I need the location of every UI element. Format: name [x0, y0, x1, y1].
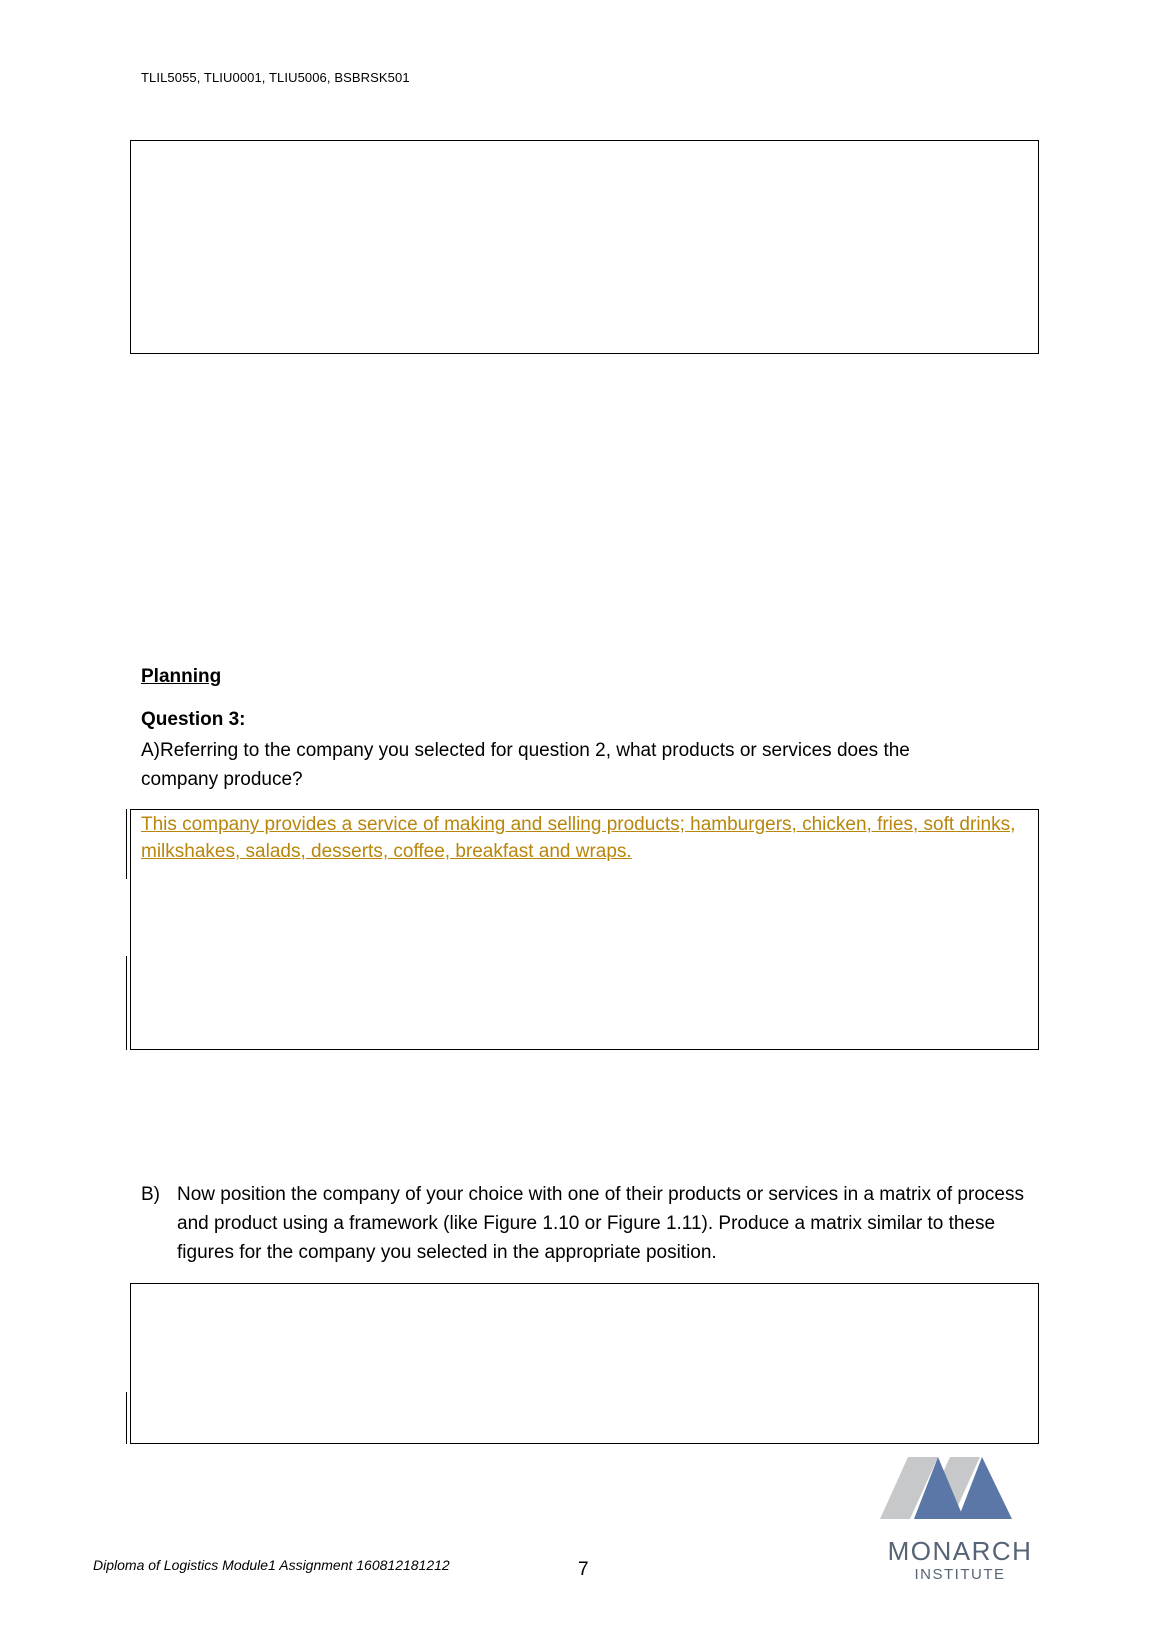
revision-bar [126, 809, 127, 879]
monarch-logo-mark-icon [880, 1455, 1040, 1527]
page-number: 7 [578, 1559, 589, 1580]
section-title: Planning [141, 666, 222, 687]
question-3b [141, 1180, 1031, 1267]
question-3a-answer[interactable]: This company provides a service of making and selling products; hamburgers, chicken, fries, soft drinks, milkshakes, salads, desserts, coffee, breakfast and wraps. [141, 814, 1016, 862]
answer-box-question-2[interactable] [130, 140, 1039, 354]
logo-name: MONARCH [887, 1536, 1033, 1566]
question-3a-text: A)Referring to the company you selected for question 2, what products or services does the company produce? [141, 740, 910, 790]
footer-document-title: Diploma of Logistics Module1 Assignment 160812181212 [93, 1557, 450, 1573]
logo-subtitle: INSTITUTE [914, 1566, 1006, 1583]
monarch-logo [880, 1455, 1040, 1585]
unit-codes-header: TLIL5055, TLIU0001, TLIU5006, BSBRSK501 [141, 70, 410, 85]
question-3b-text: Now position the company of your choice with one of their products or services in a matrix of process and product using a framework (like Figure 1.10 or Figure 1.11). Produce a matrix similar to these figures for the company you selected in the appropriate position. [177, 1184, 1024, 1263]
question-3-label: Question 3: [141, 709, 246, 730]
answer-box-question-3b[interactable] [130, 1283, 1039, 1444]
revision-bar [126, 1392, 127, 1444]
revision-bar [126, 956, 127, 1050]
question-3b-label: B) [141, 1184, 160, 1205]
